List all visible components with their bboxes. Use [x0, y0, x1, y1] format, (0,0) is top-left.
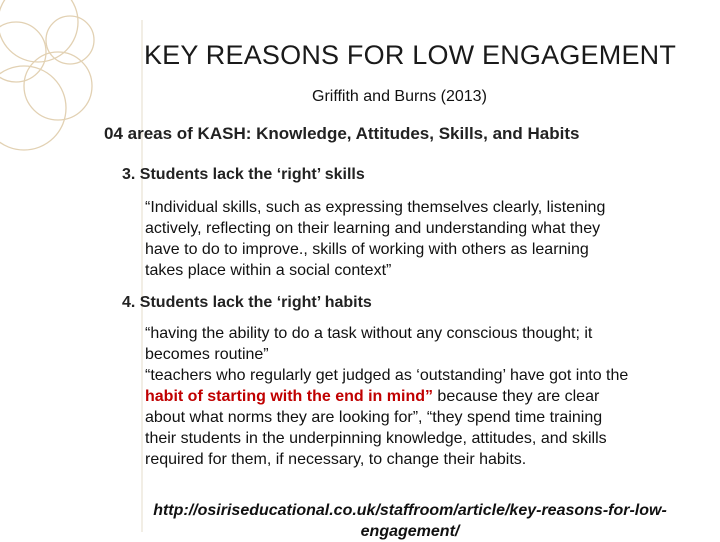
- point-3-heading: 3. Students lack the ‘right’ skills: [122, 166, 365, 183]
- highlighted-phrase: habit of starting with the end in mind”: [145, 388, 433, 405]
- quote-line: about what norms they are looking for”, “they spend time training: [145, 409, 603, 426]
- point-4-quotes: [145, 323, 710, 470]
- source-url-line: engagement/: [360, 523, 460, 540]
- quote-text: because they are clear: [432, 388, 600, 405]
- quote-line: [145, 386, 710, 407]
- quote-line: their students in the underpinning knowledge, attitudes, and skills: [145, 430, 607, 447]
- quote-line: required for them, if necessary, to change their habits.: [145, 451, 527, 468]
- source-url: [120, 500, 700, 542]
- kash-heading: 04 areas of KASH: Knowledge, Attitudes, Skills, and Habits: [104, 124, 580, 143]
- quote-line: becomes routine”: [145, 346, 269, 363]
- quote-line: takes place within a social context”: [145, 262, 392, 279]
- quote-line: actively, reflecting on their learning and understanding what they: [145, 220, 601, 237]
- quote-line: “Individual skills, such as expressing themselves clearly, listening: [145, 199, 606, 216]
- slide-subtitle: Griffith and Burns (2013): [312, 88, 487, 105]
- quote-line: “teachers who regularly get judged as ‘outstanding’ have got into the: [145, 367, 629, 384]
- slide-title: KEY REASONS FOR LOW ENGAGEMENT: [143, 40, 677, 70]
- source-url-line: http://osiriseducational.co.uk/staffroom/article/key-reasons-for-low-: [153, 502, 667, 519]
- quote-line: “having the ability to do a task without any conscious thought; it: [145, 325, 593, 342]
- quote-line: have to do to improve., skills of working with others as learning: [145, 241, 589, 258]
- deco-circle: [0, 66, 66, 150]
- point-3-quote: [145, 197, 705, 281]
- point-4-heading: 4. Students lack the ‘right’ habits: [122, 294, 372, 311]
